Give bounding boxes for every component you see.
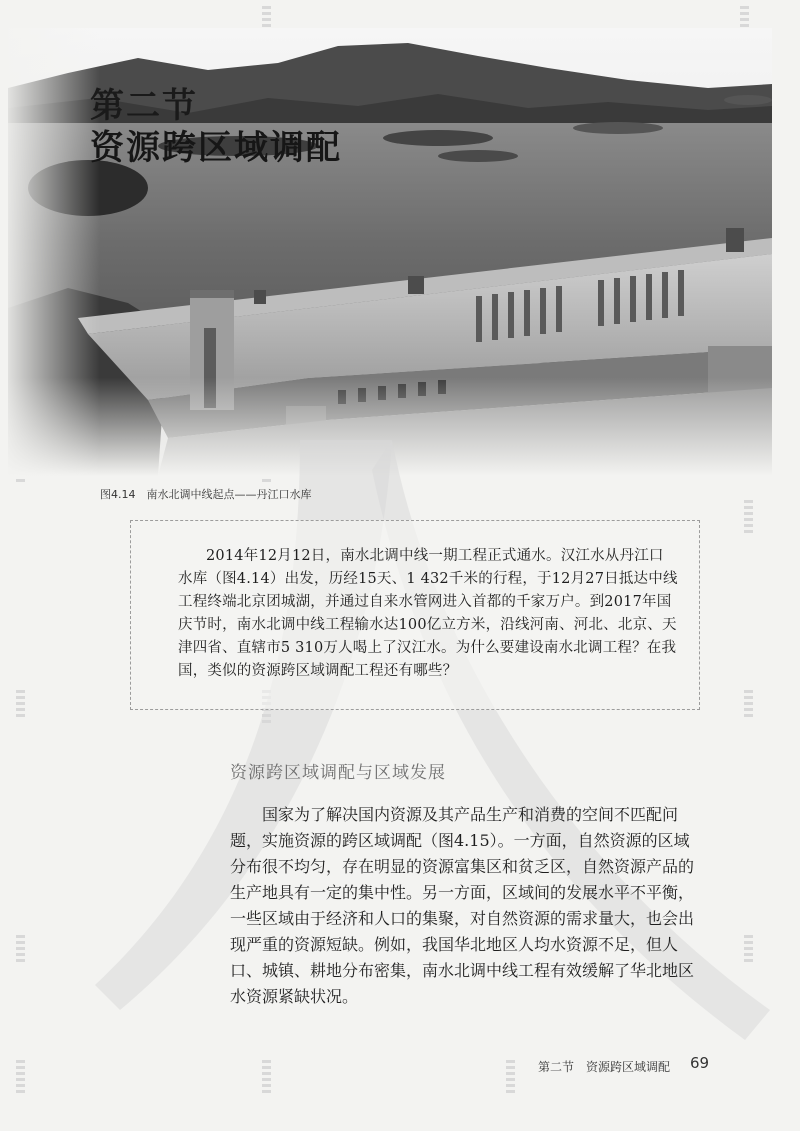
section-label: 第二节 (90, 86, 198, 126)
body-paragraph: 国家为了解决国内资源及其产品生产和消费的空间不匹配问题，实施资源的跨区域调配（图4.15）。一方面，自然资源的区域分布很不均匀，存在明显的资源富集区和贫乏区，自然资源产品的生产地具有一定的集中性。另一方面，区域间的发展水平不平衡，一些区域由于经济和人口的集聚，对自然资源的需求量大，也会出现严重的资源短缺。例如，我国华北地区人均水资源不足，但人口、城镇、耕地分布密集，南水北调中线工程有效缓解了华北地区水资源紧缺状况。 (230, 805, 695, 1006)
subsection-heading: 资源跨区域调配与区域发展 (230, 763, 446, 783)
figure-caption: 图4.14 南水北调中线起点——丹江口水库 (100, 488, 312, 501)
section-title: 资源跨区域调配 (90, 128, 342, 168)
page-number: 69 (690, 1054, 710, 1072)
intro-text: 2014年12月12日，南水北调中线一期工程正式通水。汉江水从丹江口水库（图4.14）出发，历经15天、1 432千米的行程，于12月27日抵达中线工程终端北京团城湖，并通过自来水管网进入首都的千家万户。到2017年国庆节时，南水北调中线工程输水达100亿立方米，沿线河南、河北、北京、天津四省、直辖市5 310万人喝上了汉江水。为什么要建设南水北调工程？在我国，类似的资源跨区域调配工程还有哪些？ (178, 548, 678, 679)
running-head: 第二节 资源跨区域调配 (538, 1060, 671, 1074)
